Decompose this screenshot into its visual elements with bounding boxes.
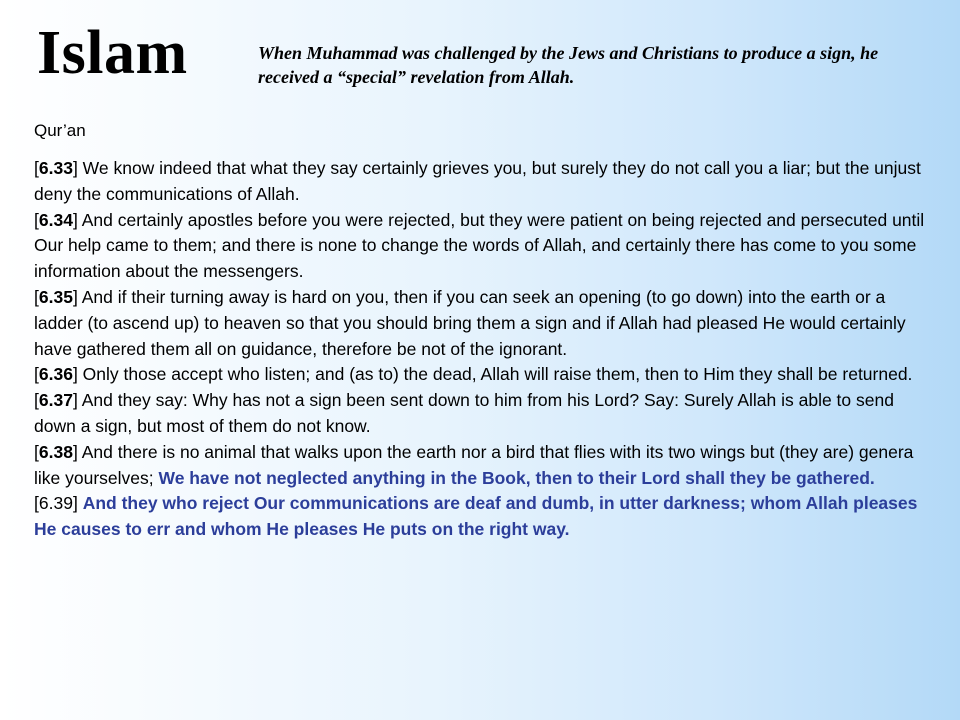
verse-bracket-open: [ xyxy=(34,286,39,307)
verse-bracket-close: ] xyxy=(72,158,78,178)
verse-number: 6.34 xyxy=(38,209,73,230)
verse-6-34 xyxy=(34,208,929,285)
slide-subtitle: When Muhammad was challenged by the Jews and Christians to produce a sign, he received a “special” revelation from Allah. xyxy=(258,43,879,87)
verse-6-35 xyxy=(34,285,929,362)
verse-text: And if their turning away is hard on you, then if you can seek an opening (to go down) into the earth or a ladder (to ascend up) to heaven so that you should bring them a sign and if Allah had pleased He would certainly have gathered them all on guidance, therefore be not of the ignorant. xyxy=(34,286,906,359)
verse-highlight: We have not neglected anything in the Book, then to their Lord shall they be gathered. xyxy=(158,467,875,488)
verse-6-36 xyxy=(34,362,929,388)
verse-number: 6.37 xyxy=(38,390,73,411)
verse-bracket-open: [ xyxy=(34,441,39,462)
verse-text: We know indeed that what they say certainly grieves you, but surely they do not call you a liar; but the unjust deny the communications of Allah. xyxy=(34,158,921,204)
verse-bracket-open: [ xyxy=(34,364,39,385)
slide-title: Islam xyxy=(37,19,188,87)
verse-number: 6.38 xyxy=(38,441,73,462)
verse-highlight: And they who reject Our communications are deaf and dumb, in utter darkness; whom Allah pleases He causes to err and whom He pleases He puts on the right way. xyxy=(34,493,918,540)
verse-bracket-close: ] xyxy=(72,209,78,230)
verse-6-39 xyxy=(34,491,929,543)
verse-number: 6.39 xyxy=(38,493,73,514)
verse-text: And they say: Why has not a sign been sent down to him from his Lord? Say: Surely Allah is able to send down a sign, but most of them do not know. xyxy=(34,390,894,436)
verse-bracket-open: [ xyxy=(34,493,39,514)
verse-bracket-close: ] xyxy=(72,441,78,462)
verse-6-38 xyxy=(34,440,929,492)
verse-6-33 xyxy=(34,156,929,208)
verse-text: Only those accept who listen; and (as to) the dead, Allah will raise them, then to Him they shall be returned. xyxy=(77,364,913,385)
verse-number: 6.36 xyxy=(38,364,73,385)
verse-number: 6.33 xyxy=(38,158,73,178)
verse-bracket-open: [ xyxy=(34,390,39,411)
verse-list xyxy=(34,156,929,543)
source-label: Qur’an xyxy=(34,121,86,140)
verse-text: And certainly apostles before you were rejected, but they were patient on being rejected and persecuted until Our help came to them; and there is none to change the words of Allah, and certainly there has come to you some information about the messengers. xyxy=(34,209,925,282)
verse-6-37 xyxy=(34,388,929,440)
verse-bracket-open: [ xyxy=(34,158,39,178)
verse-bracket-open: [ xyxy=(34,209,39,230)
verse-bracket-close: ] xyxy=(72,286,78,307)
verse-number: 6.35 xyxy=(38,286,73,307)
verse-bracket-close: ] xyxy=(72,364,78,385)
verse-bracket-close: ] xyxy=(72,390,78,411)
verse-bracket-close: ] xyxy=(72,493,78,514)
verse-text: And there is no animal that walks upon the earth nor a bird that flies with its two wings but (they are) genera like yourselves; xyxy=(34,441,914,488)
